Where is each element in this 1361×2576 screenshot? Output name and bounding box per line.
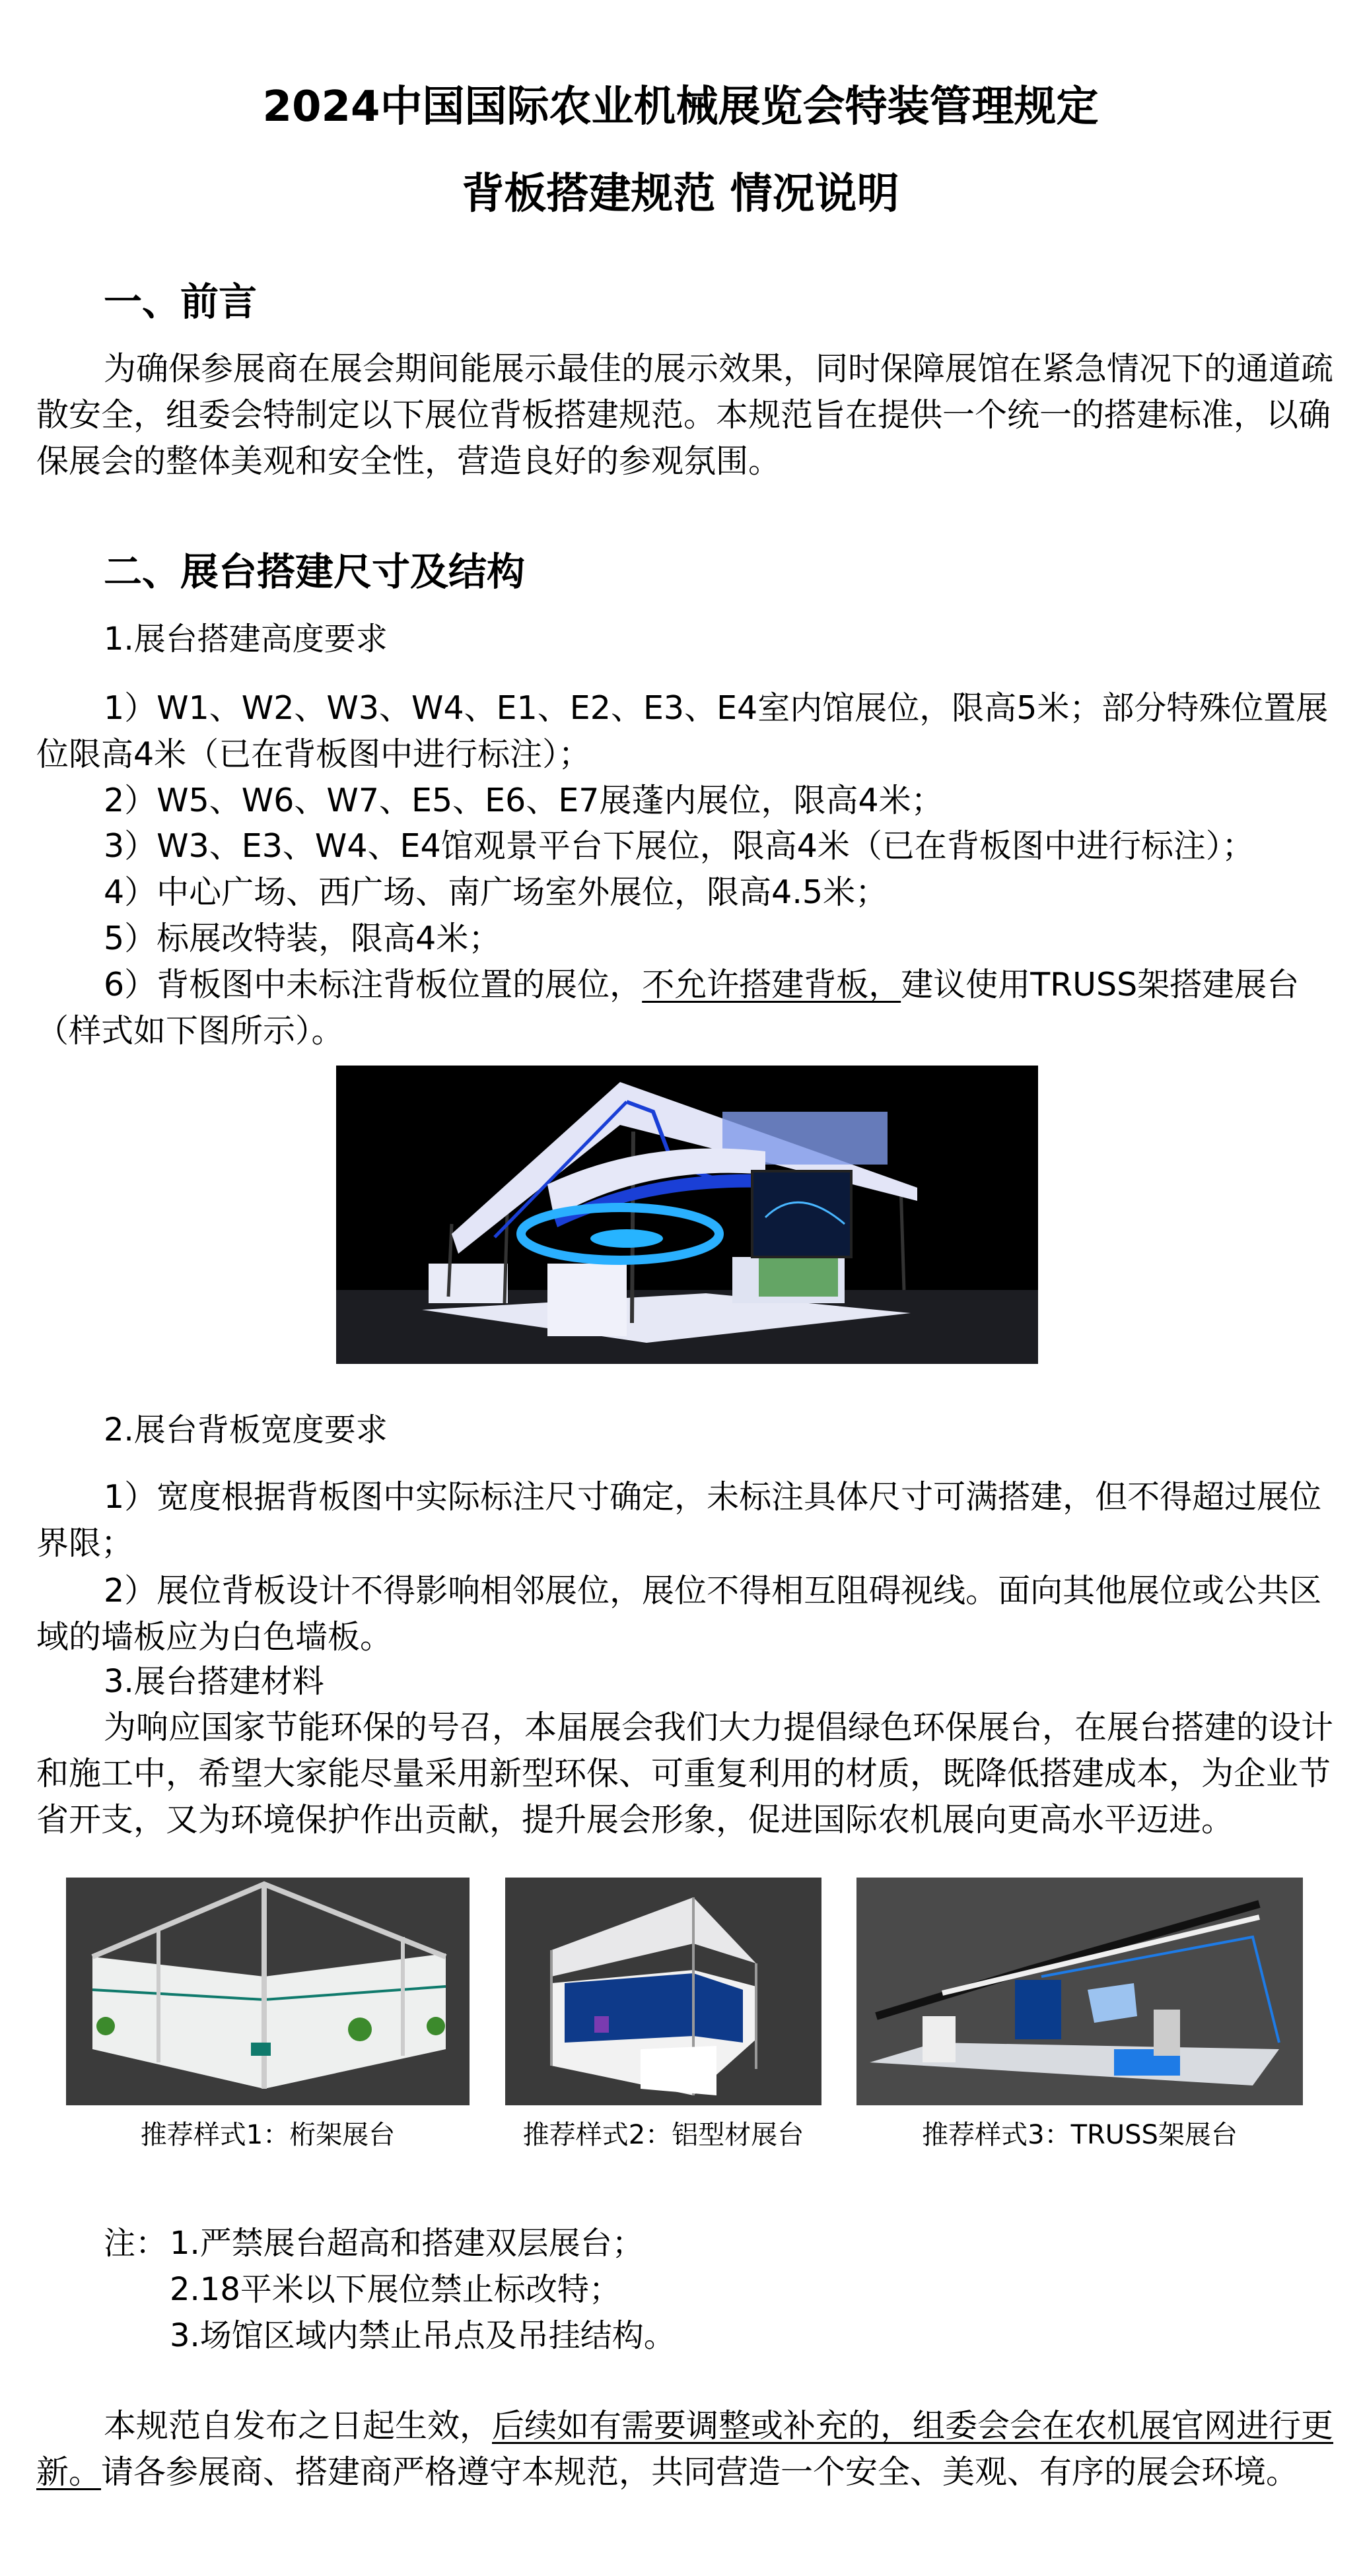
height-item-5: 5）标展改特装，限高4米；: [104, 920, 501, 957]
closing-rest: 请各参展商、搭建商严格遵守本规范，共同营造一个安全、美观、有序的展会环境。: [101, 2453, 1299, 2491]
section-heading-structure: 二、展台搭建尺寸及结构: [104, 549, 526, 594]
height-item-3: 3）W3、E3、W4、E4馆观景平台下展位，限高4米（已在背板图中进行标注）；: [104, 827, 1255, 865]
truss-booth-render-image: [336, 1066, 1038, 1364]
subheading-height: 1.展台搭建高度要求: [104, 621, 388, 658]
style-2-aluminum-booth-image: [505, 1878, 821, 2105]
note-item-1: 1.严禁展台超高和搭建双层展台；: [170, 2225, 644, 2262]
closing-text: 本规范自发布之日起生效，: [104, 2407, 493, 2445]
material-paragraph: 为响应国家节能环保的号召，本届展会我们大力提倡绿色环保展台，在展台搭建的设计和施工中，希望大家能尽量采用新型环保、可重复利用的材质，既降低搭建成本，为企业节省开支，又为环境保护作出贡献，提升展会形象，促进国际农机展向更高水平迈进。: [36, 1709, 1334, 1839]
height-item-2: 2）W5、W6、W7、E5、E6、E7展蓬内展位，限高4米；: [104, 782, 944, 819]
height-item-6-underlined: 不允许搭建背板，: [642, 966, 901, 1003]
closing-underlined: 后续如有需要调整或补充的，组委会会在农机展官网进行更新。: [36, 2407, 1334, 2491]
note-item-2: 2.18平米以下展位禁止标改特；: [170, 2271, 621, 2308]
preface-paragraph: 为确保参展商在展会期间能展示最佳的展示效果，同时保障展馆在紧急情况下的通道疏散安全，组委会特制定以下展位背板搭建规范。本规范旨在提供一个统一的搭建标准，以确保展会的整体美观和安全性，营造良好的参观氛围。: [36, 350, 1334, 480]
width-item-2: 2）展位背板设计不得影响相邻展位，展位不得相互阻碍视线。面向其他展位或公共区域的墙板应为白色墙板。: [36, 1572, 1322, 1656]
section-heading-preface: 一、前言: [104, 279, 258, 324]
style-1-caption: 推荐样式1：桁架展台: [140, 2120, 396, 2150]
style-2-caption: 推荐样式2：铝型材展台: [522, 2120, 804, 2150]
style-3-truss-booth-image: [856, 1878, 1303, 2105]
note-item-3: 3.场馆区域内禁止吊点及吊挂结构。: [170, 2317, 676, 2354]
height-item-6: [36, 962, 1334, 1054]
style-3-caption: 推荐样式3：TRUSS架展台: [922, 2120, 1238, 2150]
subheading-width: 2.展台背板宽度要求: [104, 1411, 388, 1448]
height-item-6-rest: 建议使用TRUSS架搭建展台（样式如下图所示）。: [36, 966, 1300, 1050]
document-subtitle: 背板搭建规范 情况说明: [462, 170, 899, 219]
document-title: 2024中国国际农业机械展览会特装管理规定: [262, 83, 1099, 131]
subheading-material: 3.展台搭建材料: [104, 1663, 324, 1700]
height-item-6-text: 6）背板图中未标注背板位置的展位，: [104, 966, 643, 1003]
notes-label: 注：: [104, 2225, 168, 2262]
style-1-truss-booth-image: [66, 1878, 470, 2105]
closing-paragraph: [36, 2403, 1334, 2495]
height-item-4: 4）中心广场、西广场、南广场室外展位，限高4.5米；: [104, 873, 888, 911]
width-item-1: 1）宽度根据背板图中实际标注尺寸确定，未标注具体尺寸可满搭建，但不得超过展位界限；: [36, 1478, 1322, 1562]
height-item-1: 1）W1、W2、W3、W4、E1、E2、E3、E4室内馆展位，限高5米；部分特殊位置展位限高4米（已在背板图中进行标注）；: [36, 689, 1329, 773]
